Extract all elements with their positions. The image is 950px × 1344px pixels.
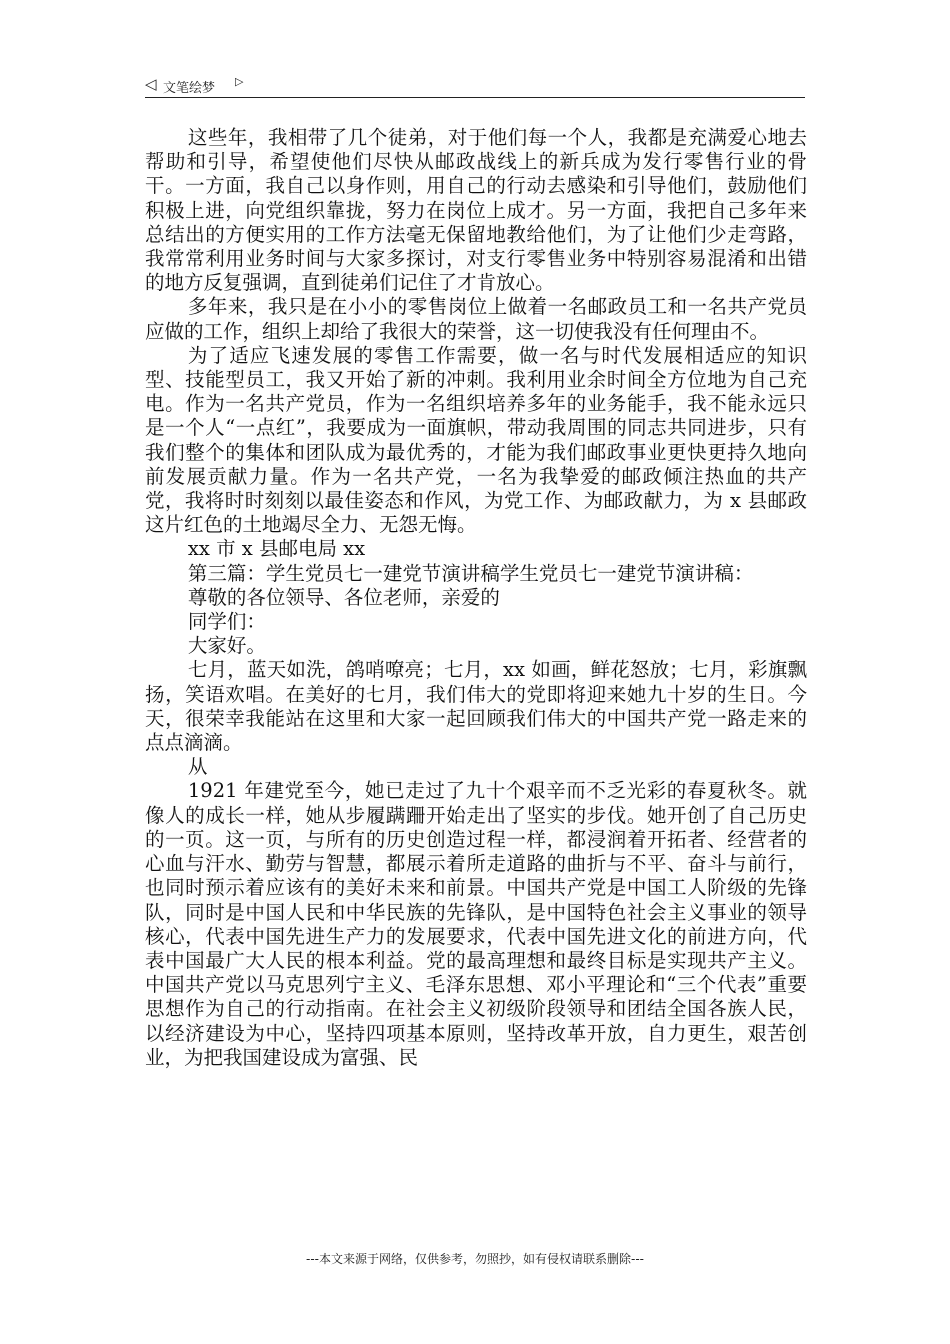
paragraph-july: 七月，蓝天如洗，鸽哨嘹亮；七月，xx 如画，鲜花怒放；七月，彩旗飘扬，笑语欢唱。在美好的七月，我们伟大的党即将迎来她九十岁的生日。今天，很荣幸我能站在这里和大家一起回顾我们伟大的中国共产党一路走来的点点滴滴。	[145, 658, 807, 755]
salutation-line: 尊敬的各位领导、各位老师，亲爱的	[187, 585, 500, 609]
section-title: 第三篇：学生党员七一建党节演讲稿学生党员七一建党节演讲稿：	[187, 561, 754, 585]
salutation-students: 同学们：	[187, 610, 266, 634]
paragraph-new-sprint: 为了适应飞速发展的零售工作需要，做一名与时代发展相适应的知识型、技能型员工，我又开始了新的冲刺。我利用业余时间全方位地为自己充电。作为一名共产党员，作为一名组织培养多年的业务能手，我不能永远只是一个人“一点红”，我要成为一面旗帜，带动我周围的同志共同进步，只有我们整个的集体和团队成为最优秀的，才能为我们邮政事业更快更持久地向前发展贡献力量。作为一名共产党，一名为我挚爱的邮政倾注热血的共产党，我将时时刻刻以最佳姿态和作风，为党工作、为邮政献力，为 x 县邮政这片红色的土地竭尽全力、无怨无悔。	[145, 343, 807, 537]
right-triangle-icon: ▷	[235, 75, 244, 88]
greeting-line: 大家好。	[187, 634, 266, 658]
paragraph-honors: 多年来，我只是在小小的零售岗位上做着一名邮政员工和一名共产党员应做的工作，组织上却给了我很大的荣誉，这一切使我没有任何理由不。	[145, 295, 807, 343]
paragraph-party-history: 1921 年建党至今，她已走过了九十个艰辛而不乏光彩的春夏秋冬。就像人的成长一样，她从步履蹒跚开始走出了坚实的步伐。她开创了自己历史的一页。这一页，与所有的历史创造过程一样，都浸润着开拓者、经营者的心血与汗水、勤劳与智慧，都展示着所走道路的曲折与不平、奋斗与前行，也同时预示着应该有的美好未来和前景。中国共产党是中国工人阶级的先锋队，同时是中国人民和中华民族的先锋队，是中国特色社会主义事业的领导核心，代表中国先进生产力的发展要求，代表中国先进文化的前进方向，代表中国最广大人民的根本利益。党的最高理想和最终目标是实现共产主义。中国共产党以马克思列宁主义、毛泽东思想、邓小平理论和“三个代表”重要思想作为自己的行动指南。在社会主义初级阶段领导和团结全国各族人民，以经济建设为中心，坚持四项基本原则，坚持改革开放，自力更生，艰苦创业，为把我国建设成为富强、民	[145, 779, 807, 1069]
paragraph-apprentices: 这些年，我相带了几个徒弟，对于他们每一个人，我都是充满爱心地去帮助和引导，希望使他们尽快从邮政战线上的新兵成为发行零售行业的骨干。一方面，我自己以身作则，用自己的行动去感染和引导他们，鼓励他们积极上进，向党组织靠拢，努力在岗位上成才。另一方面，我把自己多年来总结出的方便实用的工作方法毫无保留地教给他们，为了让他们少走弯路，我常常利用业务时间与大家多探讨，对支行零售业务中特别容易混淆和出错的地方反复强调，直到徒弟们记住了才肯放心。	[145, 126, 807, 295]
paragraph-from: 从	[187, 755, 208, 779]
header-logo-text: 文笔绘梦	[163, 81, 216, 96]
footer-disclaimer: ---本文来源于网络，仅供参考，勿照抄，如有侵权请联系删除---	[306, 1252, 644, 1266]
page-header	[145, 73, 805, 98]
signature-line: xx 市 x 县邮电局 xx	[187, 537, 366, 561]
document-body	[145, 126, 807, 1070]
left-triangle-icon: ◁	[145, 75, 157, 93]
